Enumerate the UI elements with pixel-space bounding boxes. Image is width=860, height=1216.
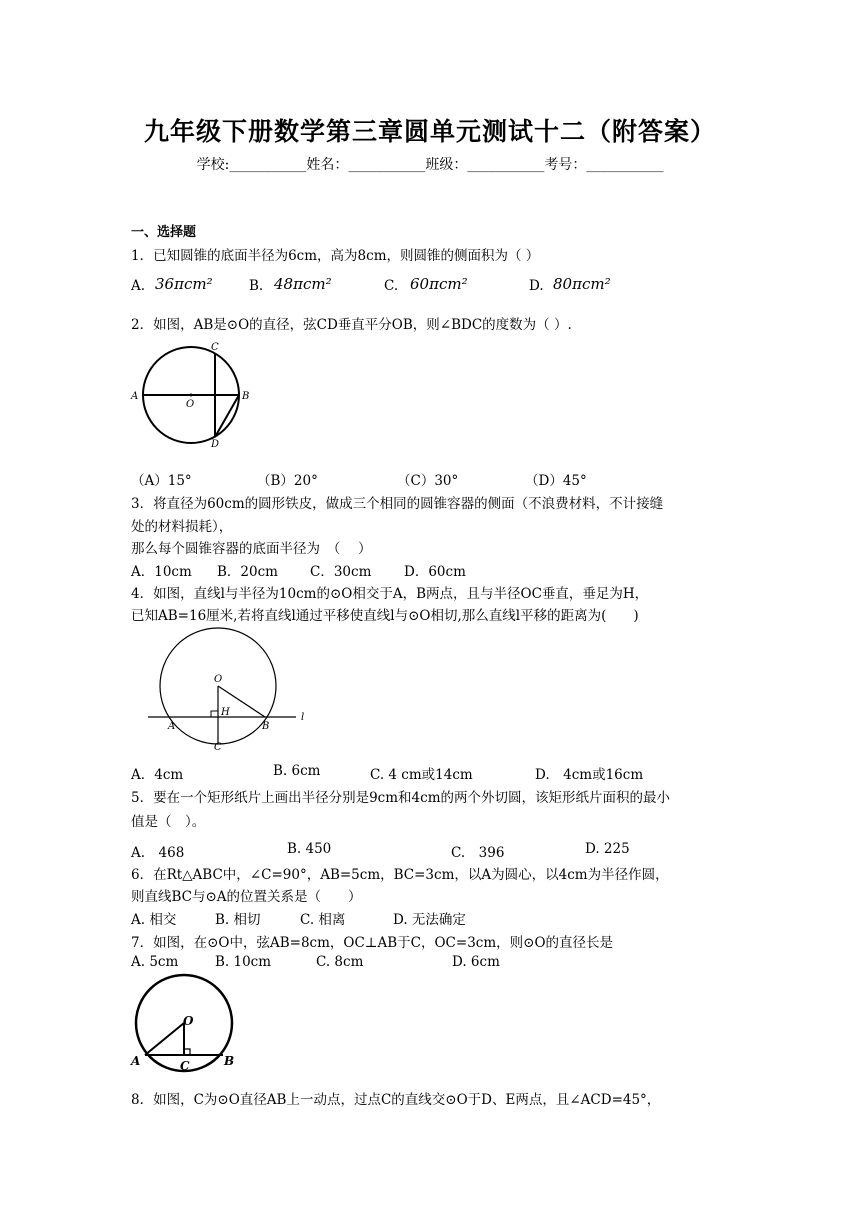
q2-option-b: （B）20° (257, 473, 318, 489)
q1-option-c-label: C. (384, 278, 399, 294)
q6-line-1: 6．在Rt△ABC中，∠C=90°，AB=5cm，BC=3cm，以A为圆心，以4cm为半径作圆， (131, 867, 669, 883)
q6-line-2: 则直线BC与⊙A的位置关系是（ ） (131, 889, 362, 905)
q4-label-o: O (214, 674, 223, 685)
q2-label-a: A (131, 391, 139, 402)
q4-label-a: A (168, 721, 176, 732)
q3-option-a: A．10cm (131, 564, 192, 580)
q4-label-c: C (214, 742, 222, 753)
q2-circle-figure (128, 338, 258, 450)
q2-option-a: （A）15° (131, 473, 192, 489)
q5-line-1: 5．要在一个矩形纸片上画出半径分别是9cm和4cm的两个外切圆，该矩形纸片面积的最小 (131, 790, 670, 806)
q3-line-2: 处的材料损耗）， (131, 519, 233, 535)
q4-option-a: A．4cm (131, 767, 184, 783)
q7-option-a: A. 5cm (131, 954, 179, 970)
q1-stem: 1．已知圆锥的底面半径为6cm，高为8cm，则圆锥的侧面积为（ ） (131, 248, 540, 264)
q3-option-b: B．20cm (217, 564, 278, 580)
q7-option-c: C. 8cm (316, 954, 364, 970)
q4-label-l: l (301, 712, 305, 723)
q2-option-d: （D）45° (525, 473, 587, 489)
q3-line-3: 那么每个圆锥容器的底面半径为 （ ） (131, 541, 372, 557)
q2-label-o: O (186, 399, 195, 410)
q5-option-b: B. 450 (287, 841, 332, 857)
q7-label-c: C (180, 1059, 190, 1073)
section-heading: 一、选择题 (131, 225, 197, 240)
q6-option-d: D. 无法确定 (393, 912, 466, 928)
q4-option-d: D. 4cm或16cm (535, 767, 644, 783)
q5-option-c: C. 396 (451, 845, 505, 861)
q4-option-b: B. 6cm (273, 763, 321, 779)
q5-line-2: 值是（ ）。 (131, 814, 206, 830)
q5-option-d: D. 225 (585, 841, 630, 857)
q7-option-b: B. 10cm (215, 954, 272, 970)
q1-option-b-value: 48πcm² (274, 275, 332, 293)
q7-label-o: O (183, 1014, 194, 1028)
q6-option-c: C. 相离 (300, 912, 346, 928)
q1-option-d-value: 80πcm² (553, 275, 611, 293)
q1-option-b-label: B. (249, 278, 264, 294)
q5-option-a: A. 468 (131, 845, 185, 861)
q1-option-a-label: A. (131, 278, 146, 294)
q6-option-b: B. 相切 (215, 912, 261, 928)
q2-stem: 2．如图，AB是⊙O的直径，弦CD垂直平分OB，则∠BDC的度数为（ ）. (131, 317, 572, 333)
q4-label-h: H (221, 707, 230, 718)
q8-stem: 8．如图，C为⊙O直径AB上一动点，过点C的直线交⊙O于D、E两点，且∠ACD=45°， (131, 1092, 661, 1108)
q2-option-c: （C）30° (397, 473, 459, 489)
q3-line-1: 3．将直径为60cm的圆形铁皮，做成三个相同的圆锥容器的侧面（不浪费材料，不计接缝 (131, 496, 664, 512)
q3-option-d: D．60cm (404, 564, 466, 580)
student-info-line: 学校:___________姓名：___________班级：___________考号：___________ (196, 157, 664, 173)
q4-line-1: 4．如图，直线l与半径为10cm的⊙O相交于A，B两点，且与半径OC垂直，垂足为H， (131, 586, 649, 602)
q1-option-d-label: D. (529, 278, 544, 294)
q4-option-c: C. 4 cm或14cm (370, 767, 473, 783)
q4-line-2: 已知AB=16厘米,若将直线l通过平移使直线l与⊙O相切,那么直线l平移的距离为( ) (131, 608, 639, 624)
q7-stem: 7．如图，在⊙O中，弦AB=8cm，OC⊥AB于C，OC=3cm，则⊙O的直径长是 (131, 935, 614, 951)
q1-option-c-value: 60πcm² (410, 275, 468, 293)
q7-circle-figure (128, 974, 243, 1074)
q2-label-c: C (211, 342, 219, 353)
page-title: 九年级下册数学第三章圆单元测试十二（附答案） (143, 117, 716, 146)
q7-label-a: A (131, 1054, 141, 1068)
q2-label-b: B (242, 391, 250, 402)
q7-option-d: D. 6cm (452, 954, 500, 970)
q3-option-c: C．30cm (310, 564, 372, 580)
q7-label-b: B (224, 1054, 235, 1068)
q2-label-d: D (211, 439, 220, 450)
q6-option-a: A. 相交 (131, 912, 177, 928)
q4-label-b: B (262, 721, 270, 732)
q4-circle-figure (140, 626, 320, 754)
q1-option-a-value: 36πcm² (155, 275, 213, 293)
